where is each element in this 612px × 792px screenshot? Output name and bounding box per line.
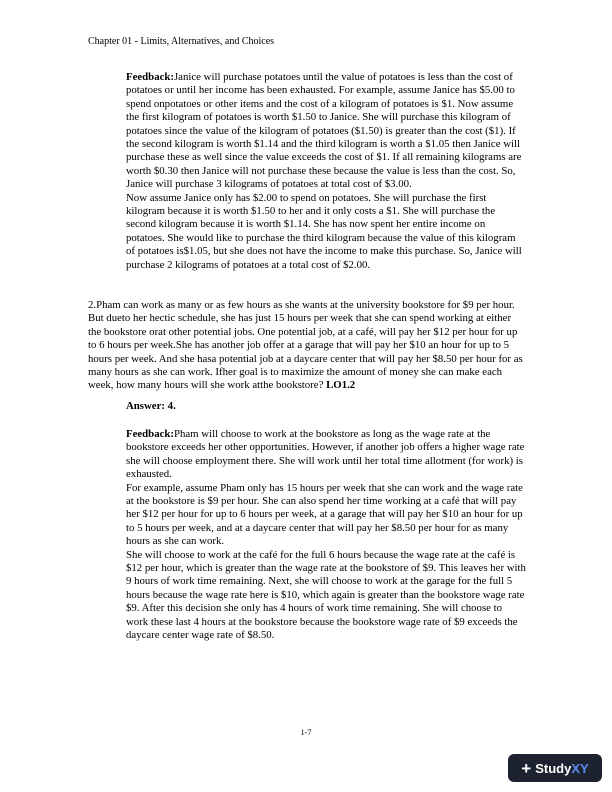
feedback-paragraph [126,71,522,192]
page-number: 1-7 [300,728,312,737]
question-text: 2.Pham can work as many or as few hours as she wants at the university bookstore for $9 per hour. But dueto her hectic schedule, she has just 15 hours per week that she can spend working at either the bookstore orat other potential jobs. One potential job, at a café, will pay her $12 per hour for up to 6 hours per week.She has another job offer at a garage that will pay her $10 an hour for up to 5 hours per week. And she hasa potential job at a daycare center that will pay her $8.50 per hour for as many hours as she can work. Ifher goal is to maximize the amount of money she can make each week, how many hours will she work atthe bookstore? [88,299,523,392]
page-header: Chapter 01 - Limits, Alternatives, and Choices [88,36,275,47]
logo-text-study: Study [535,760,572,776]
feedback-label: Feedback: [126,428,174,440]
question-2 [88,299,524,393]
feedback-block-1 [126,71,522,272]
feedback-text: Janice will purchase potatoes until the value of potatoes is less than the cost of potatoes or until her income has been exhausted. For example, assume Janice has $5.00 to spend onpotatoes or other items and the cost of a kilogram of potatoes is $1. Now assume the first kilogram of potatoes is worth $1.50 to Janice. She will purchase this kilogram of potatoes since the value of the kilogram of potatoes ($1.50) is greater than the cost ($1). If the second kilogram is worth $1.14 and the third kilogram is worth a $1.05 then Janice will purchase these as well since the value exceeds the cost of $1. If all remaining kilograms are worth $0.30 then Janice will not purchase these because the value is less than the cost. So, Janice will purchase 3 kilograms of potatoes at total cost of $3.00. [126,71,522,191]
studyxy-logo[interactable] [508,754,602,782]
feedback-text: Pham will choose to work at the bookstore as long as the wage rate at the bookstore exceeds her other opportunities. However, if another job offers a higher wage rate she will choose employment there. She will work until her total time allotment (for work) is exhausted. [126,428,525,481]
answer-2: Answer: 4. [126,400,176,412]
plus-icon: + [521,758,532,778]
question-paragraph [88,299,524,393]
feedback-block-2 [126,428,526,643]
feedback-paragraph: For example, assume Pham only has 15 hours per week that she can work and the wage rate at the bookstore is $9 per hour. She can also spend her time working at a café that will pay her $12 per hour for up to 6 hours per week, at a garage that will pay her $10 an hour for up to 5 hours per week, and at a daycare center that will pay her $8.50 per hour for as many hours as she can work. [126,481,523,548]
feedback-paragraph: Now assume Janice only has $2.00 to spend on potatoes. She will purchase the first kilogram because it is worth $1.50 to her and it only costs a $1. She will purchase the second kilogram because it is worth $1.14. She has now spent her entire income on potatoes. She would like to purchase the third kilogram because the value of this kilogram of potatoes is$1.05, but she does not have the income to make this purchase. So, Janice will purchase 2 kilograms of potatoes at a total cost of $2.00. [126,191,522,271]
learning-objective-tag: LO1.2 [326,379,356,392]
feedback-paragraph [126,428,526,482]
logo-text-xy: XY [571,760,589,776]
feedback-label: Feedback: [126,71,174,83]
feedback-paragraph: She will choose to work at the café for the full 6 hours because the wage rate at the café is $12 per hour, which is greater than the wage rate at the bookstore of $9. This leaves her with 9 hours of work time remaining. Next, she will choose to work at the garage for the full 5 hours because the wage rate here is $10, which again is greater than the bookstore wage rate $9. After this decision she only has 4 hours of work time remaining. She will choose to work these last 4 hours at the bookstore because the bookstore wage rate of $9 exceeds the daycare center wage rate of $8.50. [126,548,526,642]
